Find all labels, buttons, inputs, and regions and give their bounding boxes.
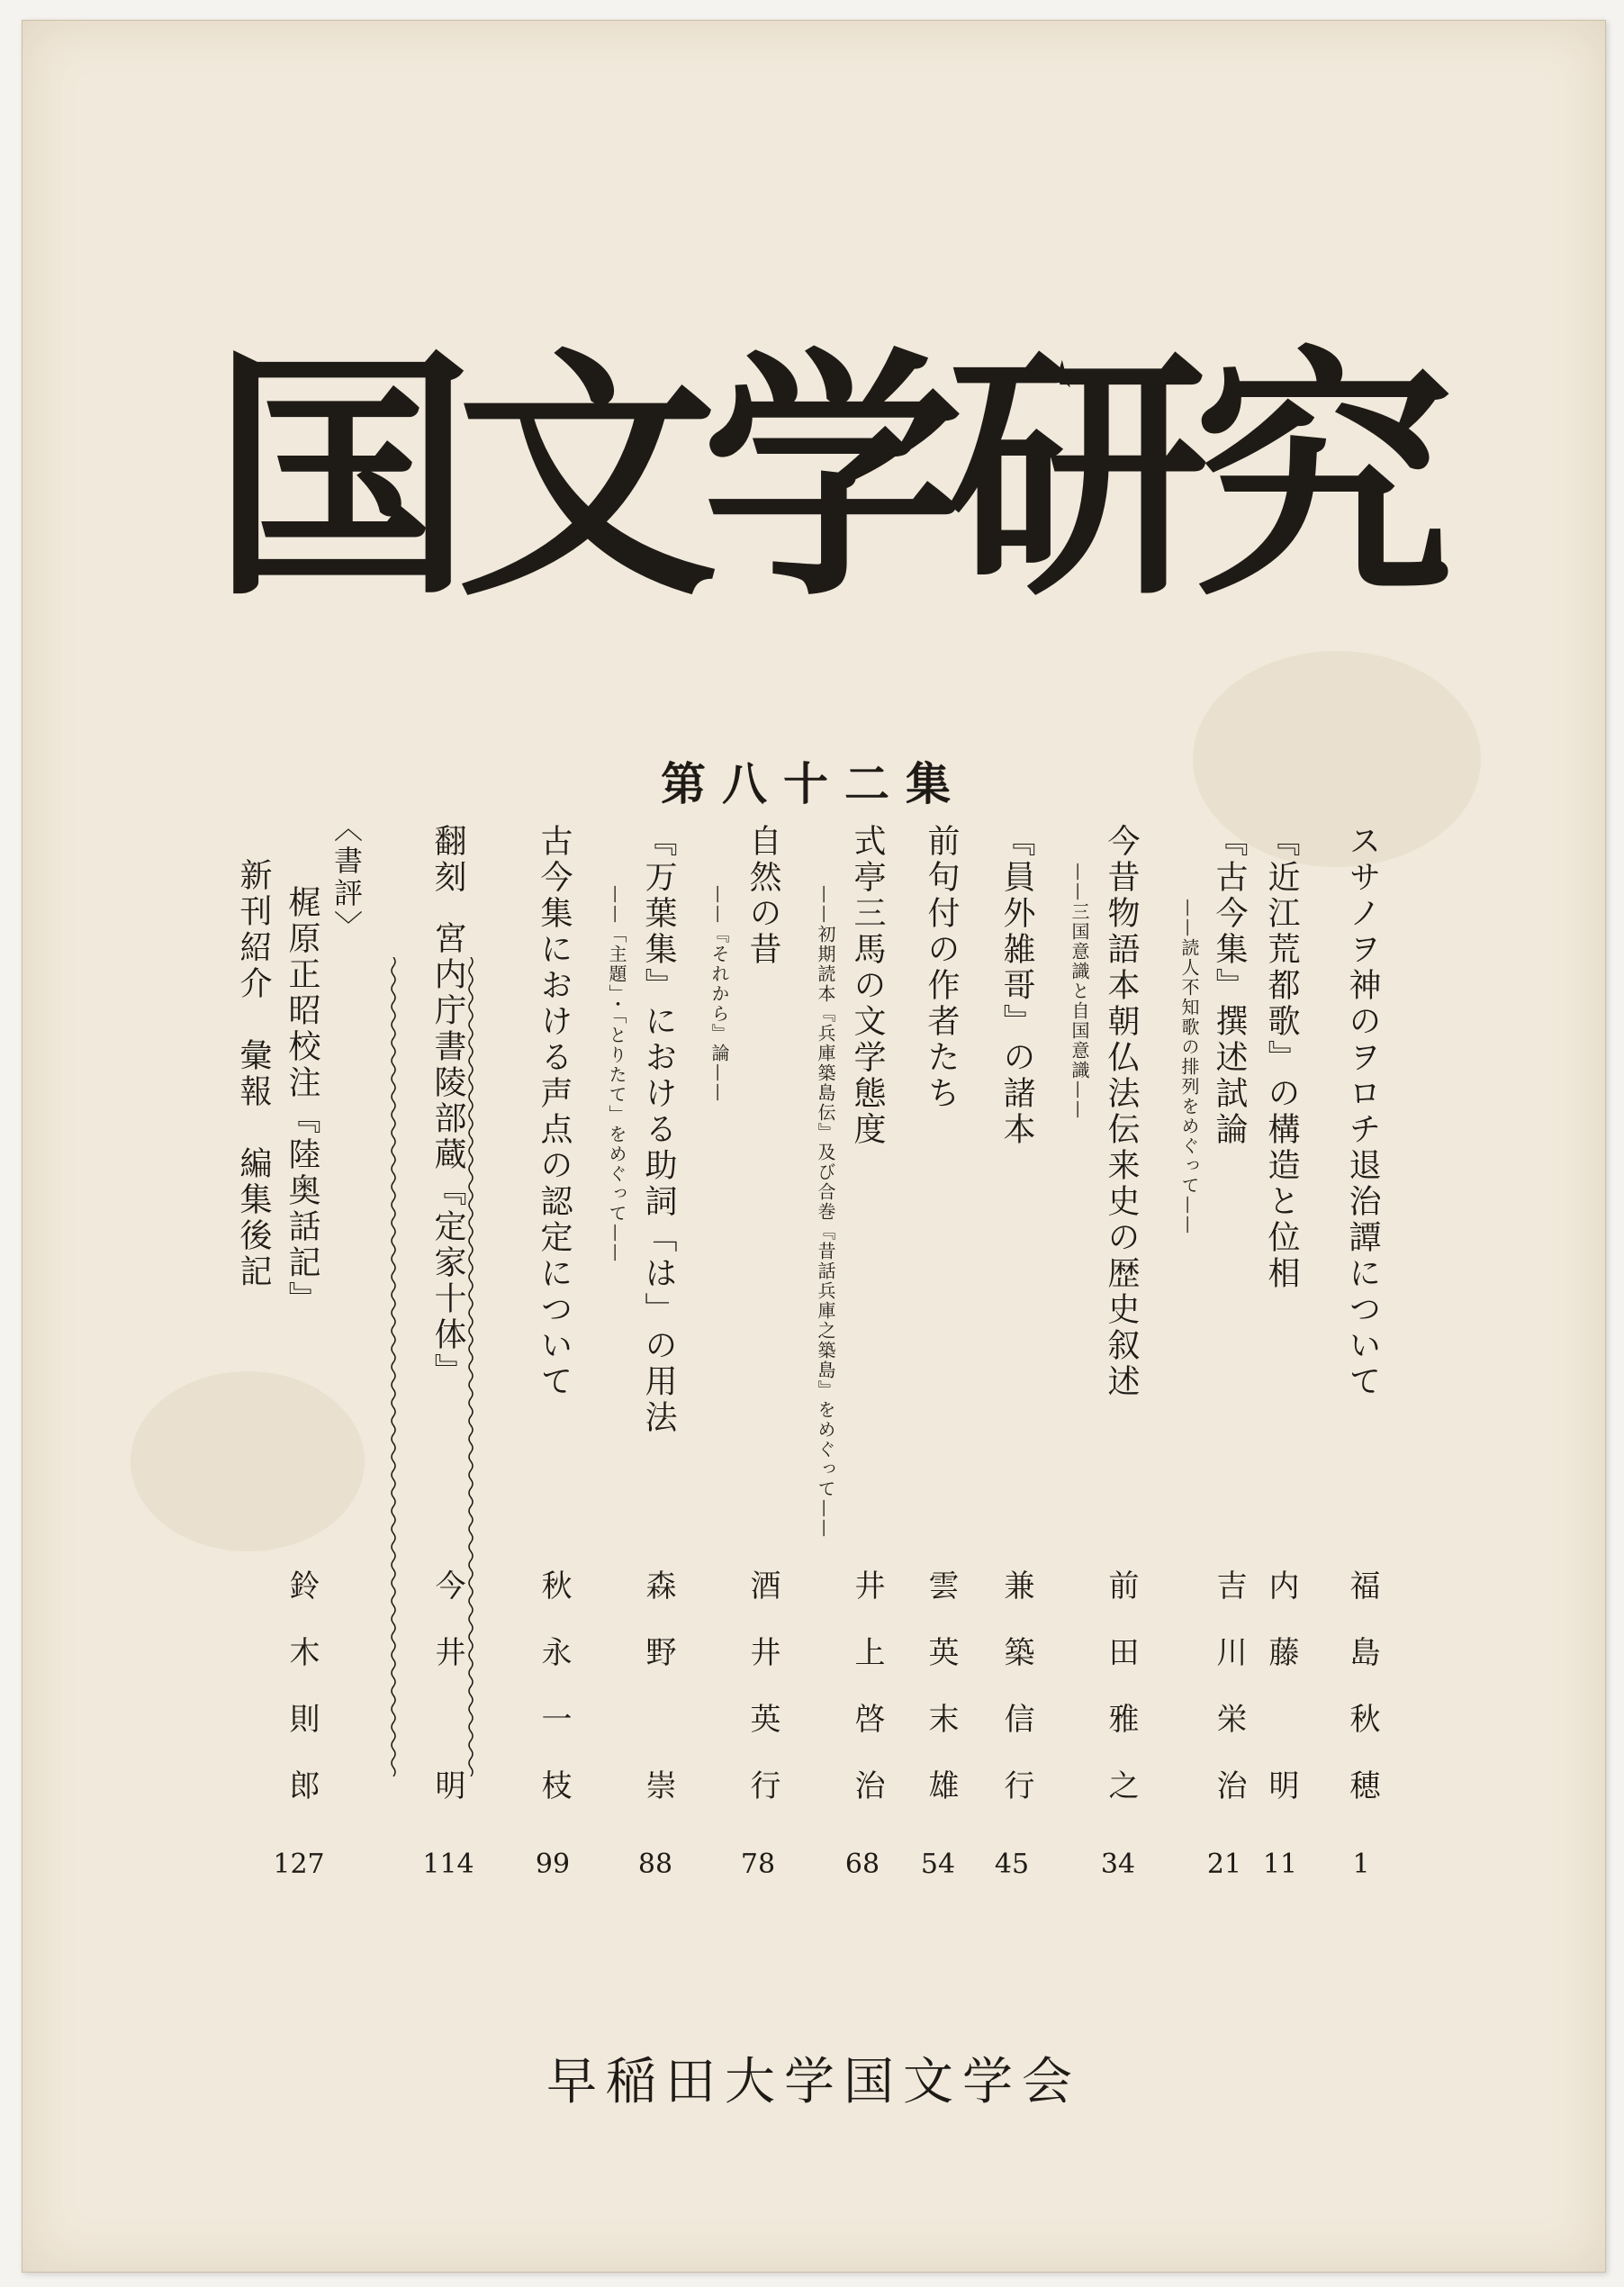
review-heading: 〈書評〉 <box>329 813 364 943</box>
review-item: 梶原正昭校注『陸奥話記』 <box>284 885 320 1317</box>
publisher: 早稲田大学国文学会 <box>546 2053 1081 2111</box>
toc-title: 宮内庁書陵部蔵『定家十体』 <box>429 921 466 1389</box>
toc-title: 前句付の作者たち <box>923 824 960 1112</box>
toc-subtitle: ——初期読本『兵庫築島伝』及び合巻『昔話兵庫之築島』をめぐって—— <box>815 885 836 1539</box>
toc-title: 古今集における声点の認定について <box>536 824 573 1400</box>
toc-author: 吉川栄治 <box>1211 1569 1247 1836</box>
toc-author: 福島秋穂 <box>1344 1569 1380 1836</box>
title-char: 国 <box>212 325 473 631</box>
review-page: 127 <box>273 1849 325 1880</box>
toc-author: 雲英末雄 <box>923 1569 959 1836</box>
misc-sections: 新刊紹介 彙報 編集後記 <box>235 858 272 1290</box>
wavy-rule <box>390 957 397 1776</box>
toc-subtitle: ——三国意識と自国意識—— <box>1069 863 1090 1120</box>
toc-subtitle: ——読人不知歌の排列をめぐって—— <box>1178 899 1200 1235</box>
wavy-rule <box>467 957 474 1776</box>
toc-page: 88 <box>637 1849 673 1880</box>
toc-title: 『員外雑哥』の諸本 <box>998 824 1035 1148</box>
toc-page: 45 <box>994 1849 1030 1880</box>
title-char: 学 <box>702 325 963 631</box>
toc-title: 『万葉集』における助詞「は」の用法 <box>640 824 677 1436</box>
journal-title <box>212 307 1454 649</box>
toc-page: 78 <box>740 1849 776 1880</box>
toc-page: 11 <box>1262 1849 1298 1880</box>
toc-title: 今昔物語本朝仏法伝来史の歴史叙述 <box>1103 824 1140 1400</box>
toc-page: 54 <box>920 1849 956 1880</box>
toc-page: 99 <box>535 1849 571 1880</box>
toc-subtitle: ——「主題」・「とりたて」をめぐって—— <box>606 885 627 1263</box>
stain <box>131 1371 365 1551</box>
toc-title: 式亭三馬の文学態度 <box>849 824 886 1148</box>
toc-page: 21 <box>1206 1849 1242 1880</box>
toc-title: 『古今集』撰述試論 <box>1211 824 1248 1148</box>
toc-author: 秋永一枝 <box>536 1569 572 1836</box>
toc-author: 内藤 明 <box>1263 1569 1299 1836</box>
toc-page: 114 <box>422 1849 474 1880</box>
toc-label: 翻刻 <box>429 824 466 896</box>
title-char: 究 <box>1193 325 1454 631</box>
toc-author: 兼築信行 <box>998 1569 1034 1836</box>
toc-page: 68 <box>844 1849 880 1880</box>
toc-title: 『近江荒都歌』の構造と位相 <box>1263 824 1300 1292</box>
journal-cover <box>22 20 1606 2273</box>
title-char: 研 <box>947 325 1209 631</box>
toc-title: 自然の昔 <box>744 824 781 968</box>
toc-page: 1 <box>1352 1849 1370 1880</box>
title-char: 文 <box>456 325 718 631</box>
toc-author: 酒井英行 <box>744 1569 780 1836</box>
toc-author: 井上啓治 <box>849 1569 885 1836</box>
toc-author: 森野 崇 <box>640 1569 676 1836</box>
review-author: 鈴木則郎 <box>284 1569 320 1836</box>
issue-number: 第八十二集 <box>661 758 967 810</box>
toc-page: 34 <box>1100 1849 1136 1880</box>
toc-author: 前田雅之 <box>1103 1569 1139 1836</box>
toc-author: 今井 明 <box>429 1569 465 1836</box>
toc-subtitle: ——『それから』論—— <box>708 885 730 1103</box>
toc-title: スサノヲ神のヲロチ退治譚について <box>1344 824 1381 1400</box>
